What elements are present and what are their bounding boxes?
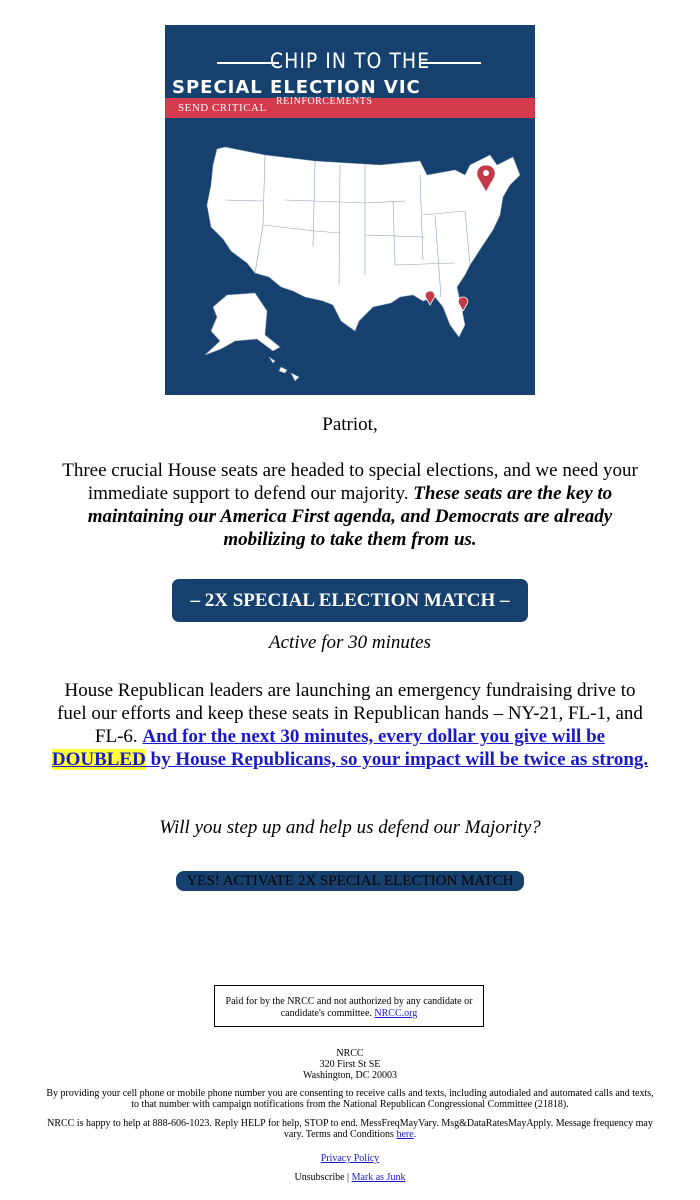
privacy-policy-link[interactable]: Privacy Policy (320, 1153, 380, 1164)
active-note: Active for 30 minutes (269, 632, 431, 653)
hero-band-text-left: SEND CRITICAL (178, 102, 267, 114)
sms-consent-text: By providing your cell phone or mobile phone number you are consenting to receive calls and texts, including autodialed and automated calls and texts, to that number with campaign notifications from the National Republican Congressional Committee (21818). (46, 1088, 654, 1110)
link-part1: And for the next 30 minutes, every dollar you give will be (142, 726, 606, 747)
us-map-icon (165, 25, 535, 395)
unsubscribe-text[interactable]: Unsubscribe (294, 1172, 345, 1183)
mark-as-junk-link[interactable]: Mark as Junk (351, 1172, 406, 1183)
privacy-policy-row (0, 1153, 700, 1164)
help-text: NRCC is happy to help at 888-606-1023. Reply HELP for help, STOP to end. MessFreqMayVary. Msg&DataRatesMayApply. Message frequency may vary. Terms and Conditions (47, 1118, 653, 1140)
match-button[interactable]: – 2X SPECIAL ELECTION MATCH – (172, 579, 528, 622)
terms-link[interactable]: here (396, 1129, 414, 1140)
intro-paragraph (50, 459, 650, 551)
activate-match-button[interactable]: YES! ACTIVATE 2X SPECIAL ELECTION MATCH (176, 871, 524, 891)
intro-text: Three crucial House seats are headed to special elections, and we need your immediate support to defend our majority. (62, 460, 638, 504)
hero-title-line1: CHIP IN TO THE (269, 49, 431, 73)
ask-question: Will you step up and help us defend our Majority? (159, 817, 541, 838)
unsubscribe-row: Unsubscribe | Mark as Junk (294, 1172, 406, 1183)
help-text-block: NRCC is happy to help at 888-606-1023. Reply HELP for help, STOP to end. MessFreqMayVary. Msg&DataRatesMayApply. Message frequency may vary. Terms and Conditions here. (47, 1118, 653, 1140)
mailing-address (0, 1048, 700, 1081)
doubled-highlight: DOUBLED (51, 749, 146, 770)
street-address: 320 First St SE (319, 1059, 381, 1070)
greeting: Patriot, (322, 414, 378, 435)
hero-banner-image[interactable] (165, 25, 535, 395)
org-name: NRCC (336, 1048, 364, 1059)
body-paragraph (50, 679, 650, 771)
body-text: House Republican leaders are launching an emergency fundraising drive to fuel our efforts and keep these seats in Republican hands – NY-21, FL-1, and FL-6. (57, 680, 643, 747)
nrcc-org-link[interactable]: NRCC.org (374, 1008, 418, 1019)
city-address: Washington, DC 20003 (303, 1070, 397, 1081)
hero-band-text-right: REINFORCEMENTS (276, 96, 373, 107)
link-part2: by House Republicans, so your impact will be twice as strong. (150, 749, 649, 770)
intro-emphasis: These seats are the key to maintaining our America First agenda, and Democrats are already mobilizing to take them from us. (87, 483, 613, 550)
hero-title-line2: SPECIAL ELECTION VIC (172, 77, 421, 98)
donate-link[interactable] (52, 726, 648, 770)
map-pin-icon (425, 291, 435, 305)
paid-for-disclaimer (214, 985, 484, 1027)
paid-for-text: Paid for by the NRCC and not authorized by any candidate or candidate's committee. (225, 996, 473, 1019)
